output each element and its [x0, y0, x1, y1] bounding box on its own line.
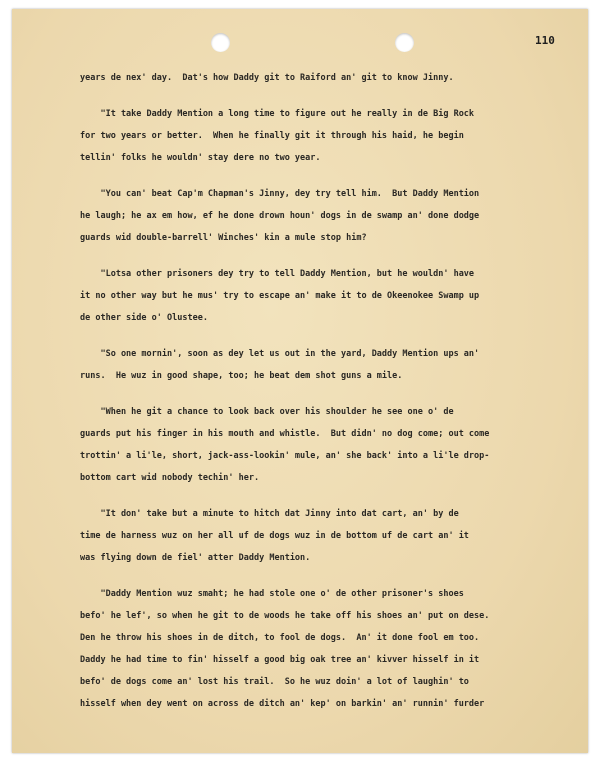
text-line: hisself when dey went on across de ditch an' kep' on barkin' an' runnin' furder: [80, 699, 485, 709]
text-line: "Lotsa other prisoners dey try to tell Daddy Mention, but he wouldn' have: [80, 269, 475, 279]
paragraph: [80, 343, 580, 387]
text-line: he laugh; he ax em how, ef he done drown houn' dogs in de swamp an' done dodge: [80, 211, 480, 221]
text-line: "It take Daddy Mention a long time to figure out he really in de Big Rock: [80, 109, 475, 119]
text-line: Den he throw his shoes in de ditch, to fool de dogs. An' it done fool em too.: [80, 633, 480, 643]
paragraph: [80, 103, 580, 169]
text-line: befo' he lef', so when he git to de woods he take off his shoes an' put on dese.: [80, 611, 490, 621]
text-line: "When he git a chance to look back over his shoulder he see one o' de: [80, 407, 454, 417]
text-line: guards wid double-barrell' Winches' kin a mule stop him?: [80, 233, 367, 243]
text-line: it no other way but he mus' try to escape an' make it to de Okeenokee Swamp up: [80, 291, 480, 301]
paragraph: [80, 263, 580, 329]
paragraph: [80, 583, 580, 715]
text-line: for two years or better. When he finally git it through his haid, he begin: [80, 131, 464, 141]
punch-hole-right: [395, 33, 414, 52]
text-line: "So one mornin', soon as dey let us out in the yard, Daddy Mention ups an': [80, 349, 480, 359]
text-line: Daddy he had time to fin' hisself a good big oak tree an' kivver hisself in it: [80, 655, 480, 665]
paragraph: [80, 183, 580, 249]
text-line: bottom cart wid nobody techin' her.: [80, 473, 260, 483]
paragraph: [80, 503, 580, 569]
typewritten-page: [12, 9, 588, 753]
text-line: trottin' a li'le, short, jack-ass-lookin' mule, an' she back' into a li'le drop-: [80, 451, 490, 461]
text-line: tellin' folks he wouldn' stay dere no two year.: [80, 153, 321, 163]
text-line: was flying down de fiel' atter Daddy Mention.: [80, 553, 311, 563]
paragraph: [80, 67, 580, 89]
text-line: de other side o' Olustee.: [80, 313, 208, 323]
text-line: runs. He wuz in good shape, too; he beat dem shot guns a mile.: [80, 371, 403, 381]
text-line: "Daddy Mention wuz smaht; he had stole one o' de other prisoner's shoes: [80, 589, 464, 599]
text-line: guards put his finger in his mouth and whistle. But didn' no dog come; out come: [80, 429, 490, 439]
paragraph: [80, 401, 580, 489]
punch-hole-left: [211, 33, 230, 52]
text-line: "It don' take but a minute to hitch dat Jinny into dat cart, an' by de: [80, 509, 459, 519]
body-text: [80, 67, 580, 715]
text-line: years de nex' day. Dat's how Daddy git to Raiford an' git to know Jinny.: [80, 73, 454, 83]
page-number: 110: [535, 34, 555, 47]
text-line: time de harness wuz on her all uf de dogs wuz in de bottom uf de cart an' it: [80, 531, 469, 541]
text-line: befo' de dogs come an' lost his trail. So he wuz doin' a lot of laughin' to: [80, 677, 469, 687]
text-line: "You can' beat Cap'm Chapman's Jinny, dey try tell him. But Daddy Mention: [80, 189, 480, 199]
